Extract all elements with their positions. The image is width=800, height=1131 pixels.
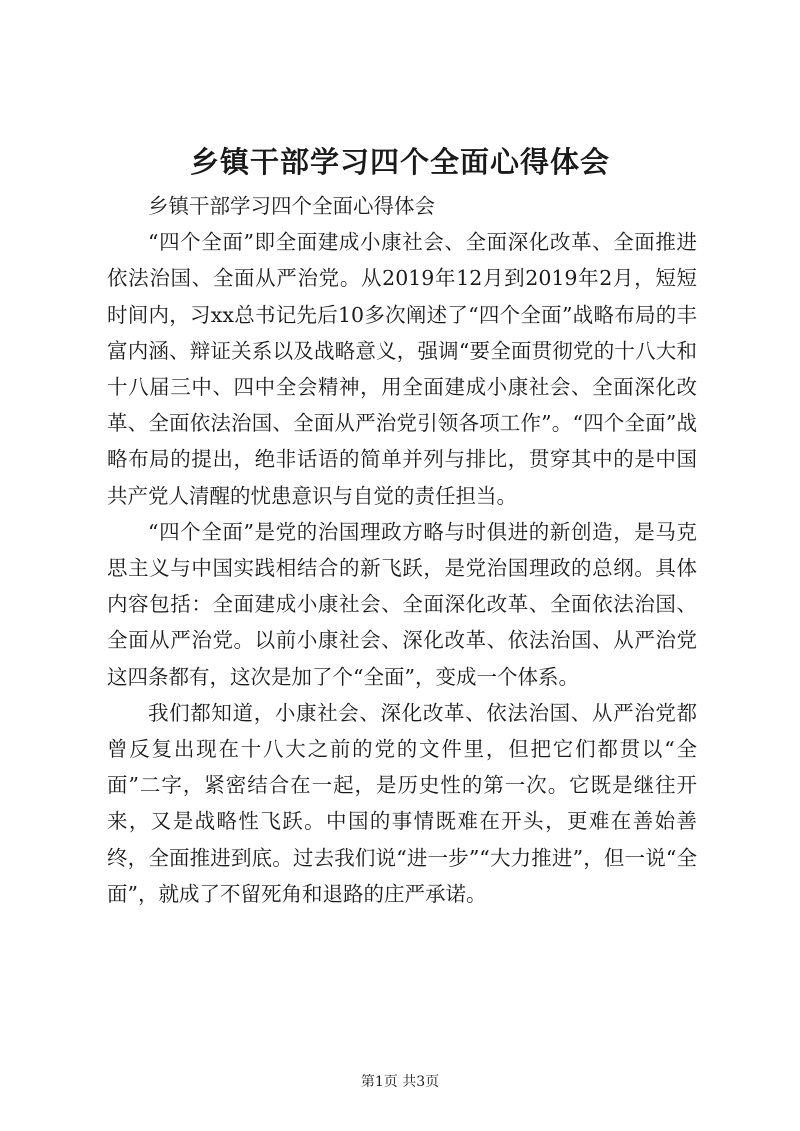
paragraph-1: “四个全面”即全面建成小康社会、全面深化改革、全面推进依法治国、全面从严治党。从2019年12月到2019年2月，短短时间内，习xx总书记先后10多次阐述了“四个全面”战略布局的丰富内涵、辩证关系以及战略意义，强调“要全面贯彻党的十八大和十八届三中、四中全会精神，用全面建成小康社会、全面深化改革、全面依法治国、全面从严治党引领各项工作”。“四个全面”战略布局的提出，绝非话语的简单并列与排比，贯穿其中的是中国共产党人清醒的忧患意识与自觉的责任担当。	[107, 230, 697, 508]
page-footer: 第1页 共3页	[360, 1074, 440, 1090]
document-body	[107, 188, 697, 912]
paragraph-2: “四个全面”是党的治国理政方略与时俱进的新创造，是马克思主义与中国实践相结合的新飞跃，是党治国理政的总纲。具体内容包括：全面建成小康社会、全面深化改革、全面依法治国、全面从严治党。以前小康社会、深化改革、依法治国、从严治党这四条都有，这次是加了个“全面”，变成一个体系。	[107, 519, 697, 689]
paragraph-subtitle: 乡镇干部学习四个全面心得体会	[148, 194, 435, 218]
paragraph-3: 我们都知道，小康社会、深化改革、依法治国、从严治党都曾反复出现在十八大之前的党的文件里，但把它们都贯以“全面”二字，紧密结合在一起，是历史性的第一次。它既是继往开来，又是战略性飞跃。中国的事情既难在开头，更难在善始善终，全面推进到底。过去我们说“进一步”“大力推进”，但一说“全面”，就成了不留死角和退路的庄严承诺。	[107, 700, 697, 906]
document-title: 乡镇干部学习四个全面心得体会	[189, 145, 610, 179]
